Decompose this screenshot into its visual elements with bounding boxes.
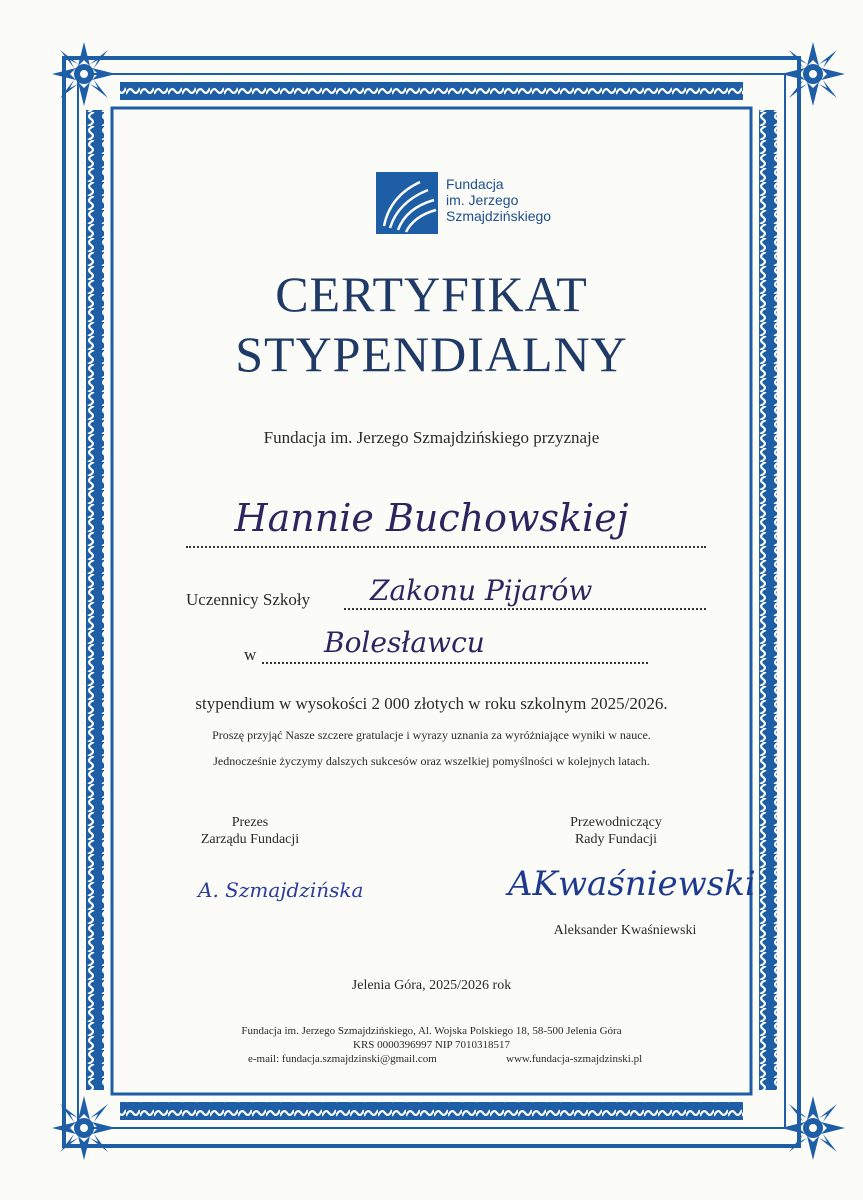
president-title-line-2: Zarządu Fundacji <box>200 832 300 847</box>
corner-ornament-top-right <box>777 38 849 110</box>
footer-address: Fundacja im. Jerzego Szmajdzińskiego, Al. Wojska Polskiego 18, 58-500 Jelenia Góra <box>241 1025 622 1037</box>
city-name: Bolesławcu <box>324 626 485 659</box>
corner-ornament-top-left <box>48 38 120 110</box>
recipient-name: Hannie Buchowskiej <box>234 496 629 540</box>
footer-ids: KRS 0000396997 NIP 7010318517 <box>353 1039 510 1051</box>
title-line-1: CERTYFIKAT <box>275 266 588 322</box>
corner-ornament-bottom-left <box>48 1092 120 1164</box>
school-name: Zakonu Pijarów <box>370 574 593 607</box>
president-title <box>170 814 330 848</box>
message-line-1: Proszę przyjąć Nasze szczere gratulacje i wyrazy uznania za wyróżniające wyniki w nauce. <box>212 728 651 742</box>
place-date: Jelenia Góra, 2025/2026 rok <box>351 978 512 993</box>
award-text: stypendium w wysokości 2 000 złotych w roku szkolnym 2025/2026. <box>195 694 668 713</box>
corner-ornament-bottom-right <box>777 1092 849 1164</box>
president-title-line-1: Prezes <box>231 815 269 830</box>
footer-website: www.fundacja-szmajdzinski.pl <box>506 1053 643 1065</box>
president-signature: A. Szmajdzińska <box>198 878 364 902</box>
logo-line-1: Fundacja <box>446 176 504 192</box>
council-chair-signature: AKwaśniewski <box>508 864 756 904</box>
message-line-2: Jednocześnie życzymy dalszych sukcesów oraz wszelkiej pomyślności w kolejnych latach. <box>213 754 650 768</box>
city-label: w <box>244 645 257 664</box>
logo-line-2: im. Jerzego <box>446 192 519 208</box>
footer-email: e-mail: fundacja.szmajdzinski@gmail.com <box>248 1053 437 1065</box>
intro-text: Fundacja im. Jerzego Szmajdzińskiego przyznaje <box>263 428 600 447</box>
school-label: Uczennicy Szkoły <box>186 590 311 609</box>
council-chair-name: Aleksander Kwaśniewski <box>553 923 697 938</box>
council-chair-title-line-2: Rady Fundacji <box>574 832 658 847</box>
council-chair-title <box>536 814 696 848</box>
council-chair-title-line-1: Przewodniczący <box>570 815 662 830</box>
logo-line-3: Szmajdzińskiego <box>446 208 552 224</box>
logo-text <box>446 176 551 224</box>
certificate-title <box>0 264 863 384</box>
foundation-logo-icon <box>376 172 438 234</box>
title-line-2: STYPENDIALNY <box>235 326 628 382</box>
